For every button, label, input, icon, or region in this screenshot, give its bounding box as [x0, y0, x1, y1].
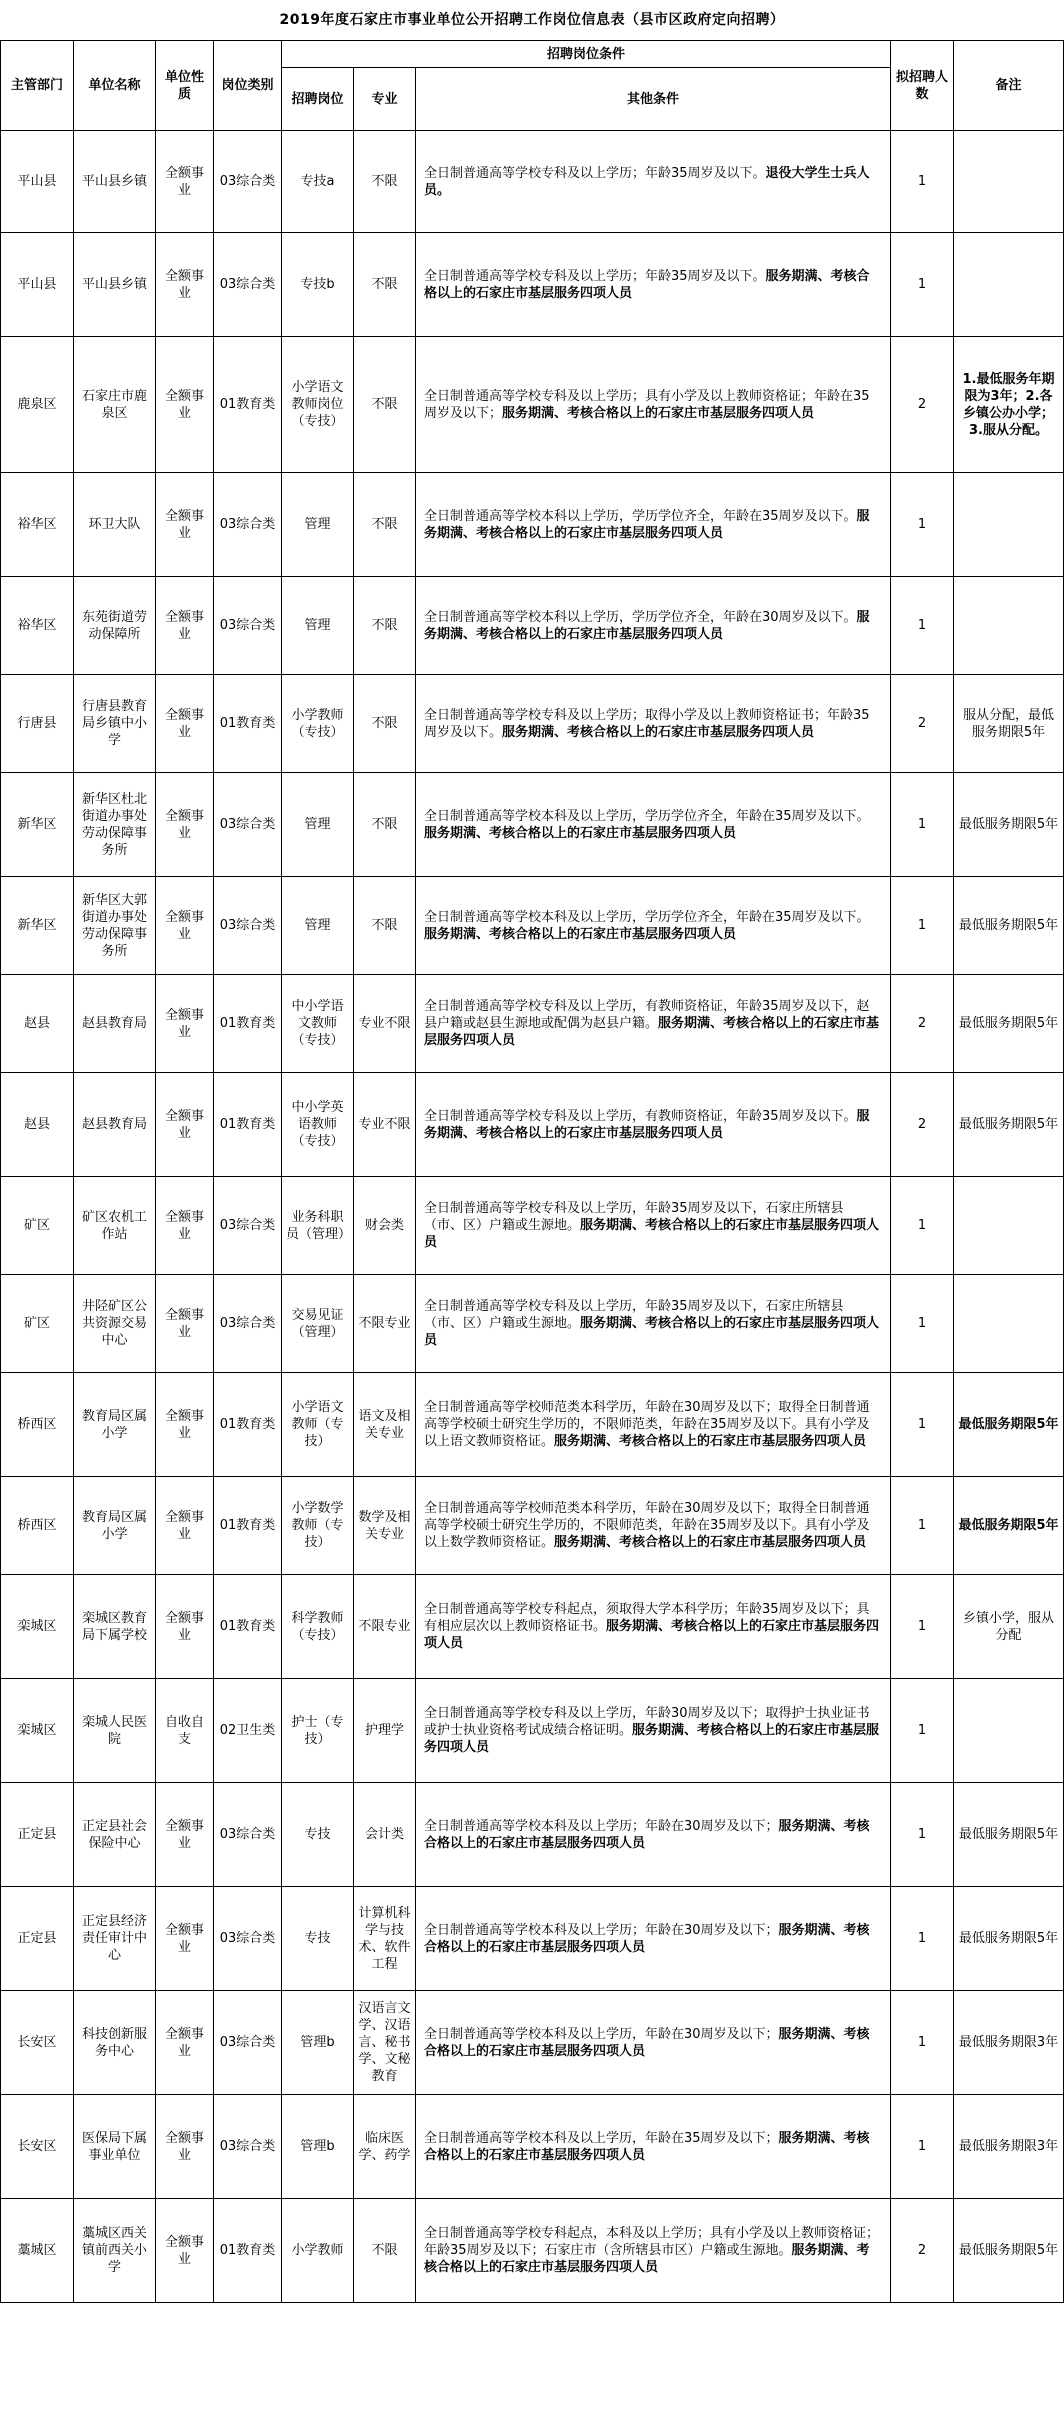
cell-position: 小学教师 — [282, 2199, 354, 2303]
table-row — [1, 1073, 1064, 1177]
cell-remark: 最低服务期限5年 — [954, 773, 1064, 877]
cell-count: 1 — [891, 1177, 954, 1275]
cell-position: 小学语文教师岗位（专技） — [282, 337, 354, 473]
other-conditions-emphasis: 服务期满、考核合格以上的石家庄市基层服务四项人员 — [502, 724, 815, 740]
table-row — [1, 1991, 1064, 2095]
other-conditions-emphasis: 服务期满、考核合格以上的石家庄市基层服务四项人员 — [424, 268, 870, 301]
cell-category: 01教育类 — [214, 1575, 282, 1679]
cell-position: 小学教师（专技） — [282, 675, 354, 773]
cell-category: 03综合类 — [214, 877, 282, 975]
cell-category: 01教育类 — [214, 1477, 282, 1575]
table-row — [1, 577, 1064, 675]
cell-unit: 赵县教育局 — [74, 975, 156, 1073]
cell-other — [416, 1887, 891, 1991]
cell-other — [416, 1783, 891, 1887]
header-dept: 主管部门 — [1, 41, 74, 131]
cell-category: 01教育类 — [214, 975, 282, 1073]
cell-major: 不限 — [354, 233, 416, 337]
cell-major: 专业不限 — [354, 1073, 416, 1177]
cell-major: 不限 — [354, 2199, 416, 2303]
cell-dept: 矿区 — [1, 1177, 74, 1275]
other-conditions-text: 全日制普通高等学校本科以上学历，学历学位齐全，年龄在35周岁及以下。 — [424, 508, 857, 524]
other-conditions-emphasis: 服务期满、考核合格以上的石家庄市基层服务四项人员 — [554, 1535, 867, 1550]
other-conditions-emphasis: 服务期满、考核合格以上的石家庄市基层服务四项人员 — [424, 1218, 880, 1250]
cell-dept: 赵县 — [1, 1073, 74, 1177]
cell-count: 2 — [891, 337, 954, 473]
cell-major: 不限 — [354, 877, 416, 975]
cell-count: 1 — [891, 131, 954, 233]
cell-position: 小学数学教师（专技） — [282, 1477, 354, 1575]
cell-count: 2 — [891, 2199, 954, 2303]
table-row — [1, 131, 1064, 233]
other-conditions-text: 全日制普通高等学校专科及以上学历，年龄35周岁及以下，石家庄所辖县（市、区）户籍或生源地。 — [424, 1201, 844, 1233]
cell-dept: 矿区 — [1, 1275, 74, 1373]
cell-nature: 全额事业 — [156, 975, 214, 1073]
other-conditions-text: 全日制普通高等学校专科及以上学历；年龄35周岁及以下。 — [424, 268, 766, 284]
cell-major: 财会类 — [354, 1177, 416, 1275]
cell-nature: 全额事业 — [156, 1887, 214, 1991]
cell-other — [416, 2199, 891, 2303]
cell-nature: 全额事业 — [156, 1991, 214, 2095]
cell-count: 1 — [891, 2095, 954, 2199]
cell-unit: 科技创新服务中心 — [74, 1991, 156, 2095]
cell-unit: 藁城区西关镇前西关小学 — [74, 2199, 156, 2303]
cell-unit: 新华区大郭街道办事处劳动保障事务所 — [74, 877, 156, 975]
cell-nature: 全额事业 — [156, 773, 214, 877]
table-row — [1, 1575, 1064, 1679]
table-row — [1, 1783, 1064, 1887]
cell-count: 1 — [891, 1887, 954, 1991]
cell-position: 管理 — [282, 877, 354, 975]
cell-major: 不限 — [354, 773, 416, 877]
other-conditions-emphasis: 服务期满、考核合格以上的石家庄市基层服务四项人员 — [424, 1723, 880, 1755]
other-conditions-text: 全日制普通高等学校专科及以上学历，有教师资格证，年龄35周岁及以下。 — [424, 1108, 857, 1124]
cell-category: 03综合类 — [214, 131, 282, 233]
table-row — [1, 233, 1064, 337]
other-conditions-text: 全日制普通高等学校专科及以上学历；具有小学及以上教师资格证；年龄在35周岁及以下； — [424, 388, 870, 421]
cell-unit: 栾城区教育局下属学校 — [74, 1575, 156, 1679]
table-row — [1, 1887, 1064, 1991]
cell-major: 专业不限 — [354, 975, 416, 1073]
cell-category: 03综合类 — [214, 1887, 282, 1991]
header-remark: 备注 — [954, 41, 1064, 131]
other-conditions-text: 全日制普通高等学校专科及以上学历；年龄35周岁及以下。 — [424, 165, 766, 181]
cell-nature: 全额事业 — [156, 1073, 214, 1177]
cell-major: 数学及相关专业 — [354, 1477, 416, 1575]
cell-position: 专技 — [282, 1783, 354, 1887]
cell-remark — [954, 233, 1064, 337]
cell-remark: 乡镇小学，服从分配 — [954, 1575, 1064, 1679]
cell-position: 中小学语文教师（专技） — [282, 975, 354, 1073]
cell-other — [416, 1073, 891, 1177]
cell-major: 护理学 — [354, 1679, 416, 1783]
cell-remark: 最低服务期限5年 — [954, 1477, 1064, 1575]
other-conditions-text: 全日制普通高等学校专科及以上学历；取得小学及以上教师资格证书；年龄35周岁及以下。 — [424, 707, 870, 740]
cell-major: 不限 — [354, 675, 416, 773]
cell-remark — [954, 577, 1064, 675]
cell-dept: 赵县 — [1, 975, 74, 1073]
header-other: 其他条件 — [416, 68, 891, 131]
cell-count: 2 — [891, 975, 954, 1073]
cell-dept: 正定县 — [1, 1887, 74, 1991]
cell-other — [416, 2095, 891, 2199]
cell-dept: 栾城区 — [1, 1575, 74, 1679]
cell-count: 1 — [891, 1275, 954, 1373]
cell-category: 03综合类 — [214, 1783, 282, 1887]
cell-dept: 裕华区 — [1, 577, 74, 675]
cell-major: 不限 — [354, 473, 416, 577]
table-row — [1, 2095, 1064, 2199]
cell-count: 1 — [891, 877, 954, 975]
cell-count: 2 — [891, 675, 954, 773]
other-conditions-emphasis: 服务期满、考核合格以上的石家庄市基层服务四项人员 — [424, 1016, 880, 1048]
cell-remark — [954, 131, 1064, 233]
header-unit: 单位名称 — [74, 41, 156, 131]
cell-nature: 全额事业 — [156, 1783, 214, 1887]
cell-position: 管理 — [282, 577, 354, 675]
cell-dept: 鹿泉区 — [1, 337, 74, 473]
cell-unit: 赵县教育局 — [74, 1073, 156, 1177]
cell-remark: 最低服务期限5年 — [954, 2199, 1064, 2303]
table-row — [1, 1177, 1064, 1275]
cell-other — [416, 337, 891, 473]
table-row — [1, 877, 1064, 975]
cell-unit: 井陉矿区公共资源交易中心 — [74, 1275, 156, 1373]
cell-dept: 栾城区 — [1, 1679, 74, 1783]
cell-remark: 最低服务期限5年 — [954, 877, 1064, 975]
cell-major: 不限 — [354, 337, 416, 473]
cell-position: 业务科职员（管理） — [282, 1177, 354, 1275]
table-row — [1, 1477, 1064, 1575]
cell-dept: 平山县 — [1, 233, 74, 337]
cell-unit: 教育局区属小学 — [74, 1373, 156, 1477]
cell-other — [416, 473, 891, 577]
other-conditions-text: 全日制普通高等学校本科及以上学历；年龄在30周岁及以下； — [424, 1922, 779, 1938]
cell-other — [416, 877, 891, 975]
cell-remark: 服从分配，最低服务期限5年 — [954, 675, 1064, 773]
cell-count: 2 — [891, 1073, 954, 1177]
other-conditions-emphasis: 服务期满、考核合格以上的石家庄市基层服务四项人员 — [424, 1108, 870, 1141]
cell-category: 01教育类 — [214, 1373, 282, 1477]
cell-unit: 正定县社会保险中心 — [74, 1783, 156, 1887]
cell-count: 1 — [891, 1783, 954, 1887]
cell-remark: 最低服务期限5年 — [954, 1887, 1064, 1991]
cell-unit: 平山县乡镇 — [74, 131, 156, 233]
table-row — [1, 1275, 1064, 1373]
cell-category: 03综合类 — [214, 1177, 282, 1275]
cell-category: 02卫生类 — [214, 1679, 282, 1783]
header-position: 招聘岗位 — [282, 68, 354, 131]
cell-other — [416, 975, 891, 1073]
other-conditions-emphasis: 服务期满、考核合格以上的石家庄市基层服务四项人员 — [424, 2130, 870, 2163]
cell-other — [416, 1679, 891, 1783]
cell-position: 管理b — [282, 1991, 354, 2095]
other-conditions-text: 全日制普通高等学校本科及以上学历，学历学位齐全，年龄在35周岁及以下。 — [424, 808, 870, 824]
cell-category: 01教育类 — [214, 2199, 282, 2303]
cell-nature: 全额事业 — [156, 877, 214, 975]
cell-nature: 全额事业 — [156, 577, 214, 675]
header-conditions: 招聘岗位条件 — [282, 41, 891, 68]
cell-other — [416, 577, 891, 675]
other-conditions-emphasis: 服务期满、考核合格以上的石家庄市基层服务四项人员 — [424, 1619, 880, 1651]
cell-position: 护士（专技） — [282, 1679, 354, 1783]
cell-dept: 长安区 — [1, 1991, 74, 2095]
cell-position: 专技a — [282, 131, 354, 233]
cell-remark — [954, 1275, 1064, 1373]
other-conditions-text: 全日制普通高等学校本科及以上学历，年龄在30周岁及以下； — [424, 2026, 779, 2042]
cell-category: 03综合类 — [214, 577, 282, 675]
cell-nature: 全额事业 — [156, 1275, 214, 1373]
cell-dept: 裕华区 — [1, 473, 74, 577]
cell-unit: 环卫大队 — [74, 473, 156, 577]
header-category: 岗位类别 — [214, 41, 282, 131]
cell-unit: 行唐县教育局乡镇中小学 — [74, 675, 156, 773]
other-conditions-emphasis: 退役大学生士兵人员。 — [424, 165, 870, 198]
table-row — [1, 1679, 1064, 1783]
other-conditions-text: 全日制普通高等学校师范类本科学历，年龄在30周岁及以下；取得全日制普通高等学校硕士研究生学历的，不限师范类，年龄在35周岁及以下。具有小学及以上语文教师资格证。 — [424, 1400, 870, 1449]
other-conditions-emphasis: 服务期满、考核合格以上的石家庄市基层服务四项人员 — [424, 609, 870, 642]
cell-unit: 新华区杜北街道办事处劳动保障事务所 — [74, 773, 156, 877]
cell-other — [416, 1373, 891, 1477]
cell-other — [416, 1575, 891, 1679]
cell-unit: 栾城人民医院 — [74, 1679, 156, 1783]
cell-major: 不限 — [354, 131, 416, 233]
other-conditions-text: 全日制普通高等学校本科及以上学历，年龄在35周岁及以下； — [424, 2130, 779, 2146]
cell-nature: 全额事业 — [156, 233, 214, 337]
cell-major: 汉语言文学、汉语言、秘书学、文秘教育 — [354, 1991, 416, 2095]
cell-category: 03综合类 — [214, 773, 282, 877]
cell-dept: 藁城区 — [1, 2199, 74, 2303]
cell-position: 专技b — [282, 233, 354, 337]
cell-category: 01教育类 — [214, 337, 282, 473]
cell-dept: 正定县 — [1, 1783, 74, 1887]
cell-count: 1 — [891, 233, 954, 337]
cell-unit: 医保局下属事业单位 — [74, 2095, 156, 2199]
cell-remark: 最低服务期限5年 — [954, 1783, 1064, 1887]
cell-count: 1 — [891, 473, 954, 577]
cell-remark: 最低服务期限3年 — [954, 1991, 1064, 2095]
cell-major: 会计类 — [354, 1783, 416, 1887]
cell-category: 03综合类 — [214, 233, 282, 337]
cell-unit: 矿区农机工作站 — [74, 1177, 156, 1275]
other-conditions-text: 全日制普通高等学校专科起点，本科及以上学历；具有小学及以上教师资格证；年龄35周岁及以下；石家庄市（含所辖县市区）户籍或生源地。 — [424, 2226, 880, 2258]
header-count: 拟招聘人数 — [891, 41, 954, 131]
cell-count: 1 — [891, 1575, 954, 1679]
cell-dept: 行唐县 — [1, 675, 74, 773]
cell-dept: 桥西区 — [1, 1373, 74, 1477]
cell-remark — [954, 473, 1064, 577]
other-conditions-emphasis: 服务期满、考核合格以上的石家庄市基层服务四项人员 — [424, 1922, 870, 1955]
cell-nature: 全额事业 — [156, 473, 214, 577]
cell-remark — [954, 1177, 1064, 1275]
cell-position: 管理 — [282, 473, 354, 577]
other-conditions-emphasis: 服务期满、考核合格以上的石家庄市基层服务四项人员 — [424, 2243, 870, 2275]
cell-count: 1 — [891, 577, 954, 675]
table-title: 2019年度石家庄市事业单位公开招聘工作岗位信息表（县市区政府定向招聘） — [279, 12, 785, 28]
cell-category: 03综合类 — [214, 1991, 282, 2095]
other-conditions-emphasis: 服务期满、考核合格以上的石家庄市基层服务四项人员 — [502, 405, 815, 421]
recruitment-table — [0, 40, 1064, 2303]
table-row — [1, 473, 1064, 577]
table-row — [1, 975, 1064, 1073]
other-conditions-text: 全日制普通高等学校专科及以上学历，年龄30周岁及以下；取得护士执业证书或护士执业资格考试成绩合格证明。 — [424, 1706, 870, 1738]
cell-position: 管理 — [282, 773, 354, 877]
cell-dept: 桥西区 — [1, 1477, 74, 1575]
cell-major: 不限 — [354, 577, 416, 675]
cell-nature: 全额事业 — [156, 1575, 214, 1679]
table-row — [1, 337, 1064, 473]
cell-position: 交易见证（管理） — [282, 1275, 354, 1373]
cell-other — [416, 675, 891, 773]
cell-dept: 新华区 — [1, 773, 74, 877]
cell-major: 语文及相关专业 — [354, 1373, 416, 1477]
other-conditions-emphasis: 服务期满、考核合格以上的石家庄市基层服务四项人员 — [424, 1316, 880, 1348]
cell-count: 1 — [891, 1991, 954, 2095]
cell-nature: 自收自支 — [156, 1679, 214, 1783]
table-body — [1, 131, 1064, 2303]
cell-other — [416, 1991, 891, 2095]
cell-unit: 正定县经济责任审计中心 — [74, 1887, 156, 1991]
cell-other — [416, 773, 891, 877]
cell-other — [416, 233, 891, 337]
other-conditions-emphasis: 服务期满、考核合格以上的石家庄市基层服务四项人员 — [554, 1434, 867, 1449]
header-major: 专业 — [354, 68, 416, 131]
other-conditions-text: 全日制普通高等学校师范类本科学历，年龄在30周岁及以下；取得全日制普通高等学校硕士研究生学历的，不限师范类，年龄在35周岁及以下。具有小学及以上数学教师资格证。 — [424, 1501, 870, 1550]
cell-count: 1 — [891, 1373, 954, 1477]
cell-nature: 全额事业 — [156, 1177, 214, 1275]
cell-category: 03综合类 — [214, 2095, 282, 2199]
cell-dept: 新华区 — [1, 877, 74, 975]
cell-position: 管理b — [282, 2095, 354, 2199]
table-row — [1, 1373, 1064, 1477]
cell-other — [416, 1477, 891, 1575]
cell-nature: 全额事业 — [156, 131, 214, 233]
other-conditions-text: 全日制普通高等学校专科及以上学历，有教师资格证，年龄35周岁及以下，赵县户籍或赵县生源地或配偶为赵县户籍。 — [424, 999, 870, 1031]
cell-major: 计算机科学与技术、软件工程 — [354, 1887, 416, 1991]
cell-nature: 全额事业 — [156, 2095, 214, 2199]
cell-other — [416, 1275, 891, 1373]
other-conditions-text: 全日制普通高等学校本科及以上学历，学历学位齐全，年龄在35周岁及以下。 — [424, 909, 870, 925]
cell-dept: 长安区 — [1, 2095, 74, 2199]
other-conditions-emphasis: 服务期满、考核合格以上的石家庄市基层服务四项人员 — [424, 1818, 870, 1851]
other-conditions-emphasis: 服务期满、考核合格以上的石家庄市基层服务四项人员 — [424, 825, 737, 841]
cell-unit: 石家庄市鹿泉区 — [74, 337, 156, 473]
cell-major: 不限专业 — [354, 1575, 416, 1679]
table-row — [1, 773, 1064, 877]
other-conditions-text: 全日制普通高等学校本科以上学历，学历学位齐全，年龄在30周岁及以下。 — [424, 609, 857, 625]
cell-dept: 平山县 — [1, 131, 74, 233]
cell-nature: 全额事业 — [156, 337, 214, 473]
cell-category: 01教育类 — [214, 1073, 282, 1177]
other-conditions-emphasis: 服务期满、考核合格以上的石家庄市基层服务四项人员 — [424, 926, 737, 942]
cell-position: 中小学英语教师（专技） — [282, 1073, 354, 1177]
cell-position: 专技 — [282, 1887, 354, 1991]
cell-nature: 全额事业 — [156, 1373, 214, 1477]
cell-remark: 1.最低服务年期限为3年；2.各乡镇公办小学；3.服从分配。 — [954, 337, 1064, 473]
cell-position: 科学教师（专技） — [282, 1575, 354, 1679]
cell-remark: 最低服务期限5年 — [954, 1073, 1064, 1177]
cell-remark: 最低服务期限3年 — [954, 2095, 1064, 2199]
cell-remark: 最低服务期限5年 — [954, 975, 1064, 1073]
table-row — [1, 675, 1064, 773]
cell-count: 1 — [891, 1477, 954, 1575]
other-conditions-text: 全日制普通高等学校专科及以上学历，年龄35周岁及以下，石家庄所辖县（市、区）户籍或生源地。 — [424, 1299, 844, 1331]
other-conditions-text: 全日制普通高等学校本科及以上学历；年龄在30周岁及以下； — [424, 1818, 779, 1834]
cell-nature: 全额事业 — [156, 675, 214, 773]
cell-remark: 最低服务期限5年 — [954, 1373, 1064, 1477]
other-conditions-emphasis: 服务期满、考核合格以上的石家庄市基层服务四项人员 — [424, 508, 870, 541]
table-row — [1, 2199, 1064, 2303]
cell-other — [416, 1177, 891, 1275]
other-conditions-emphasis: 服务期满、考核合格以上的石家庄市基层服务四项人员 — [424, 2026, 870, 2059]
cell-remark — [954, 1679, 1064, 1783]
cell-unit: 教育局区属小学 — [74, 1477, 156, 1575]
other-conditions-text: 全日制普通高等学校专科起点，须取得大学本科学历；年龄35周岁及以下；具有相应层次以上教师资格证书。 — [424, 1602, 870, 1634]
cell-major: 临床医学、药学 — [354, 2095, 416, 2199]
cell-category: 03综合类 — [214, 1275, 282, 1373]
cell-category: 01教育类 — [214, 675, 282, 773]
cell-unit: 平山县乡镇 — [74, 233, 156, 337]
cell-count: 1 — [891, 1679, 954, 1783]
cell-unit: 东苑街道劳动保障所 — [74, 577, 156, 675]
header-nature: 单位性质 — [156, 41, 214, 131]
cell-count: 1 — [891, 773, 954, 877]
cell-nature: 全额事业 — [156, 1477, 214, 1575]
cell-major: 不限专业 — [354, 1275, 416, 1373]
cell-other — [416, 131, 891, 233]
cell-position: 小学语文教师（专技） — [282, 1373, 354, 1477]
cell-category: 03综合类 — [214, 473, 282, 577]
cell-nature: 全额事业 — [156, 2199, 214, 2303]
